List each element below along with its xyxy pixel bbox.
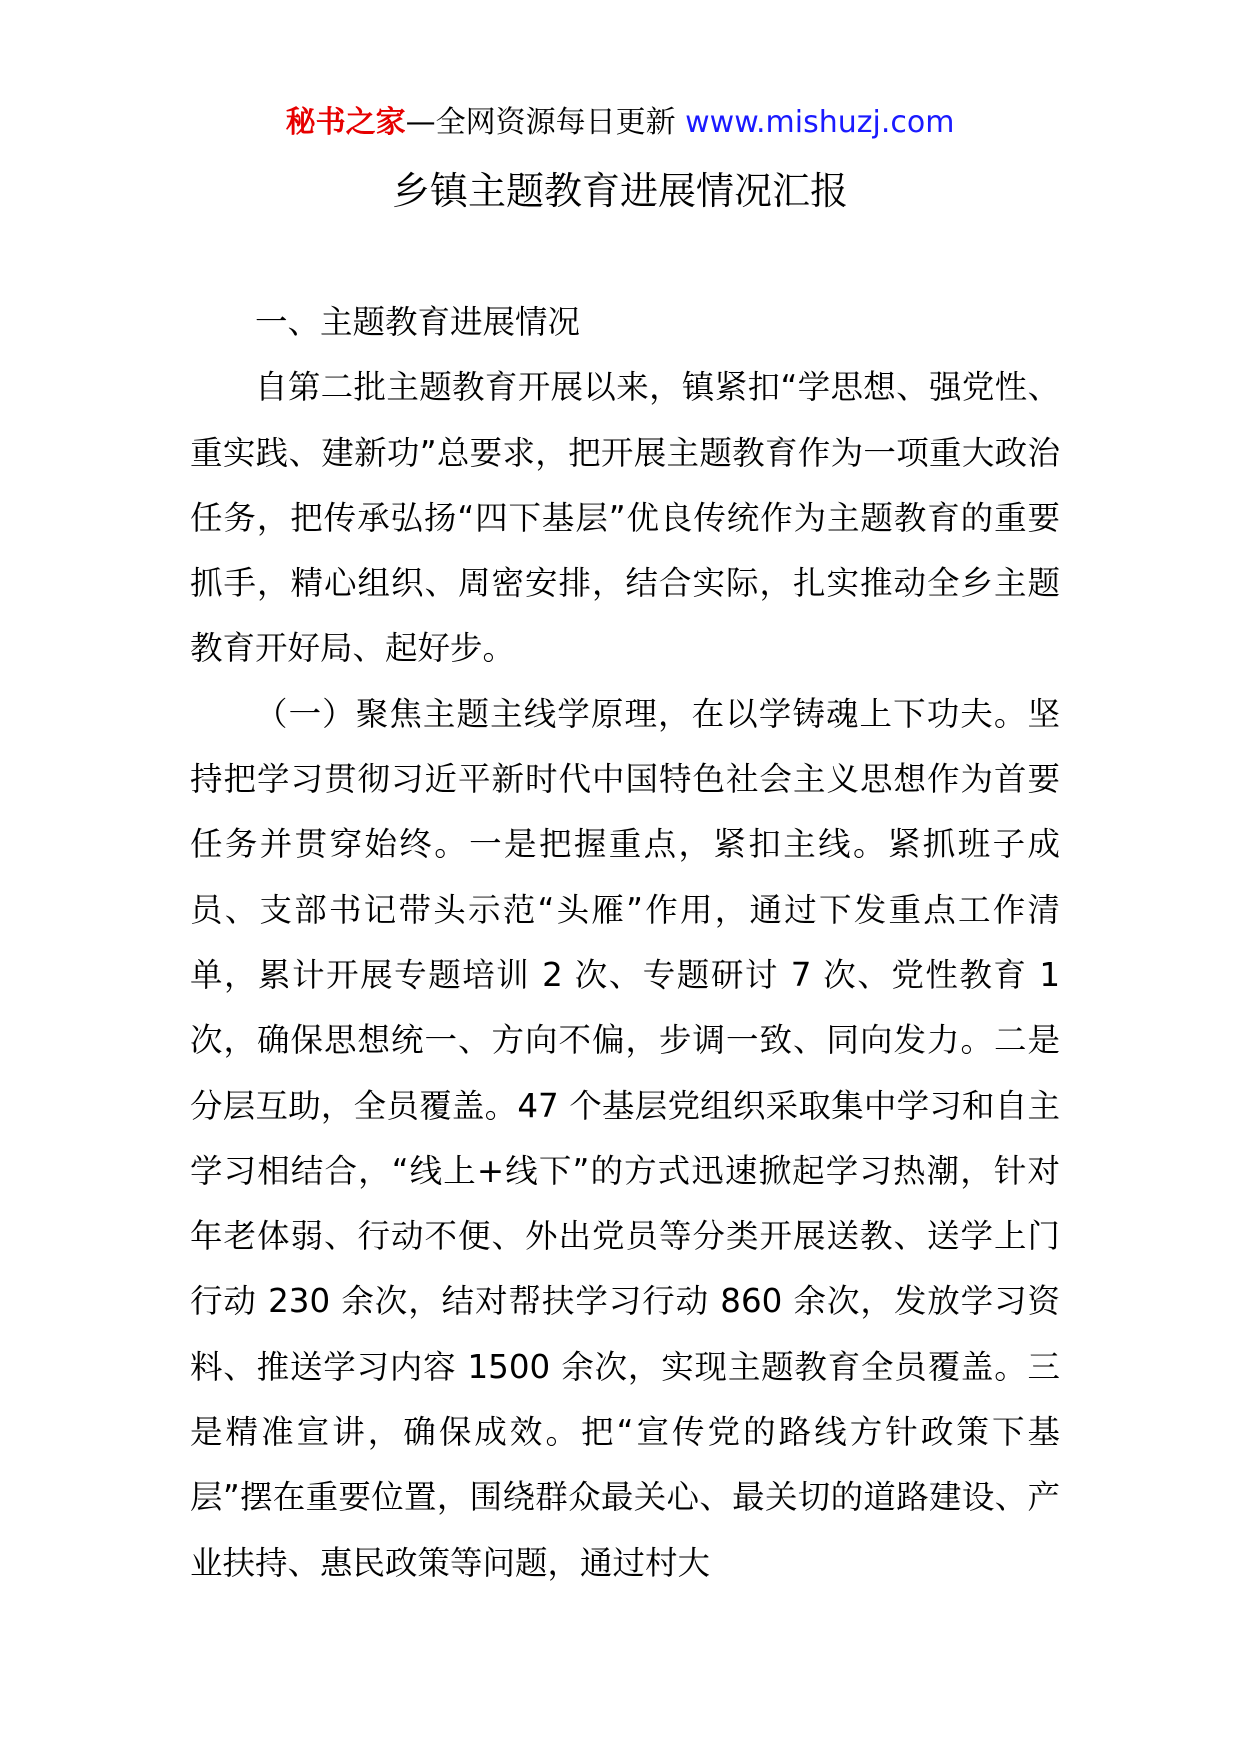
document-title: 乡镇主题教育进展情况汇报 — [391, 169, 848, 213]
paragraph: 自第二批主题教育开展以来，镇紧扣“学思想、强党性、重实践、建新功”总要求，把开展主题教育作为一项重大政治任务，把传承弘扬“四下基层”优良传统作为主题教育的重要抓手，精心组织、周密安排，结合实际，扎实推动全乡主题教育开好局、起好步。 — [190, 368, 1060, 668]
header-brand: 秘书之家 — [285, 105, 406, 140]
paragraph: （一）聚焦主题主线学原理，在以学铸魂上下功夫。坚持把学习贯彻习近平新时代中国特色社会主义思想作为首要任务并贯穿始终。一是把握重点，紧扣主线。紧抓班子成员、支部书记带头示范“头雁”作用，通过下发重点工作清单，累计开展专题培训 2 次、专题研讨 7 次、党性教育 1 次，确保思想统一、方向不偏，步调一致、同向发力。二是分层互助，全员覆盖。47 个基层党组织采取集中学习和自主学习相结合，“线上+线下”的方式迅速掀起学习热潮，针对年老体弱、行动不便、外出党员等分类开展送教、送学上门行动 230 余次，结对帮扶学习行动 860 余次，发放学习资料、推送学习内容 1500 余次，实现主题教育全员覆盖。三是精准宣讲，确保成效。把“宣传党的路线方针政策下基层”摆在重要位置，围绕群众最关心、最关切的道路建设、产业扶持、惠民政策等问题，通过村大 — [190, 694, 1060, 1582]
header-tagline: —全网资源每日更新 — [405, 105, 686, 140]
document-body — [190, 290, 1060, 1596]
header-url-link[interactable]: www.mishuzj.com — [685, 105, 955, 140]
page-header — [0, 100, 1240, 146]
section-heading: 一、主题教育进展情况 — [255, 303, 581, 341]
